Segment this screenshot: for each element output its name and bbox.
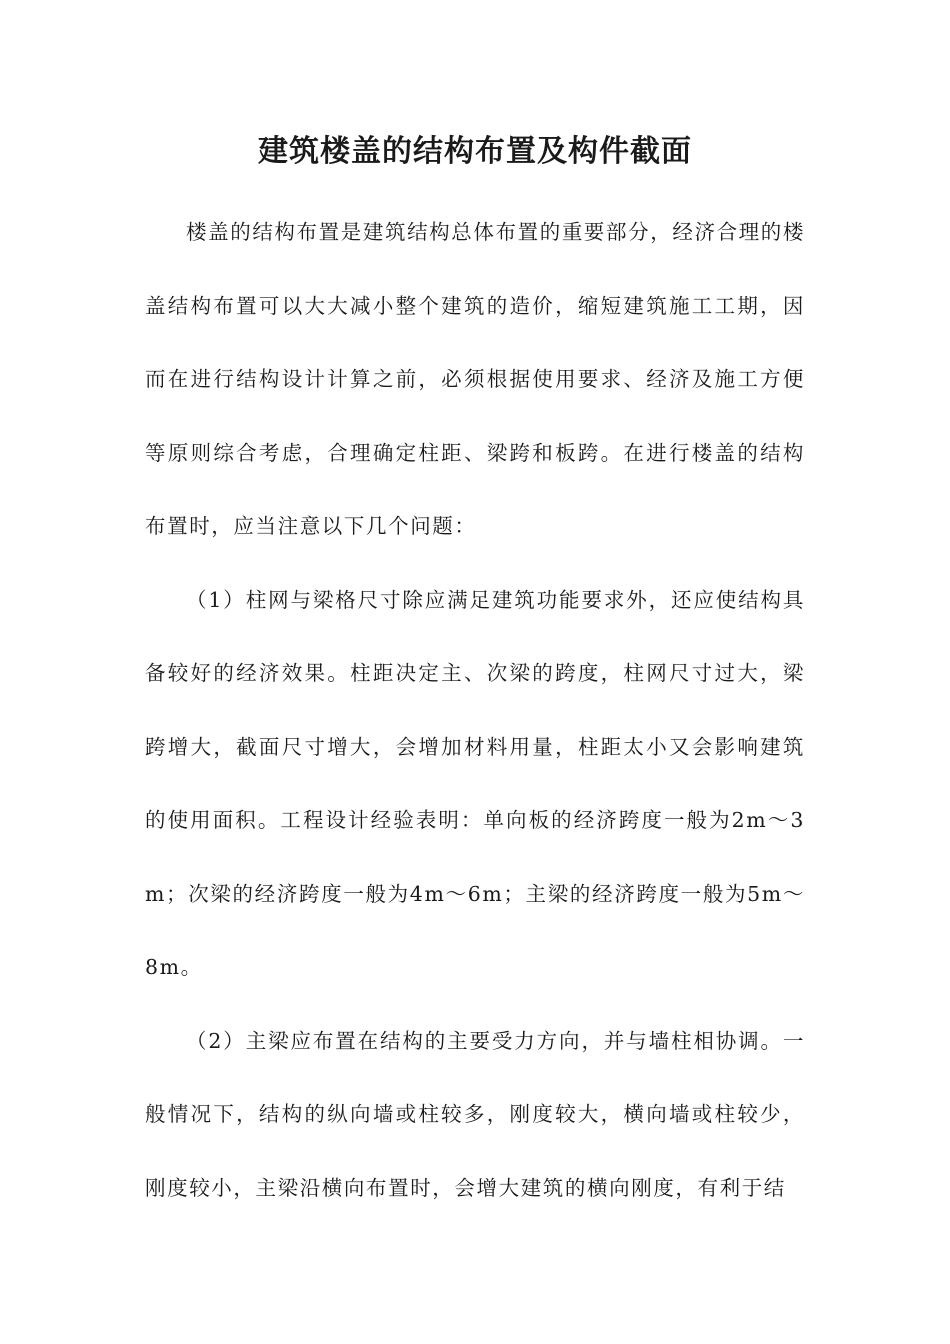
- document-body: [145, 196, 805, 1225]
- paragraph-item-1: （1）柱网与梁格尺寸除应满足建筑功能要求外，还应使结构具备较好的经济效果。柱距决定主、次梁的跨度，柱网尺寸过大，梁跨增大，截面尺寸增大，会增加材料用量，柱距太小又会影响建筑的使用面积。工程设计经验表明：单向板的经济跨度一般为2m～3m；次梁的经济跨度一般为4m～6m；主梁的经济跨度一般为5m～8m。: [145, 587, 805, 979]
- paragraph-item-2: （2）主梁应布置在结构的主要受力方向，并与墙柱相协调。一般情况下，结构的纵向墙或柱较多，刚度较大，横向墙或柱较少，刚度较小，主梁沿横向布置时，会增大建筑的横向刚度，有利于结: [145, 1028, 805, 1200]
- paragraph-intro: 楼盖的结构布置是建筑结构总体布置的重要部分，经济合理的楼盖结构布置可以大大减小整个建筑的造价，缩短建筑施工工期，因而在进行结构设计计算之前，必须根据使用要求、经济及施工方便等原则综合考虑，合理确定柱距、梁跨和板跨。在进行楼盖的结构布置时，应当注意以下几个问题：: [145, 220, 805, 538]
- document-title: 建筑楼盖的结构布置及构件截面: [258, 134, 692, 169]
